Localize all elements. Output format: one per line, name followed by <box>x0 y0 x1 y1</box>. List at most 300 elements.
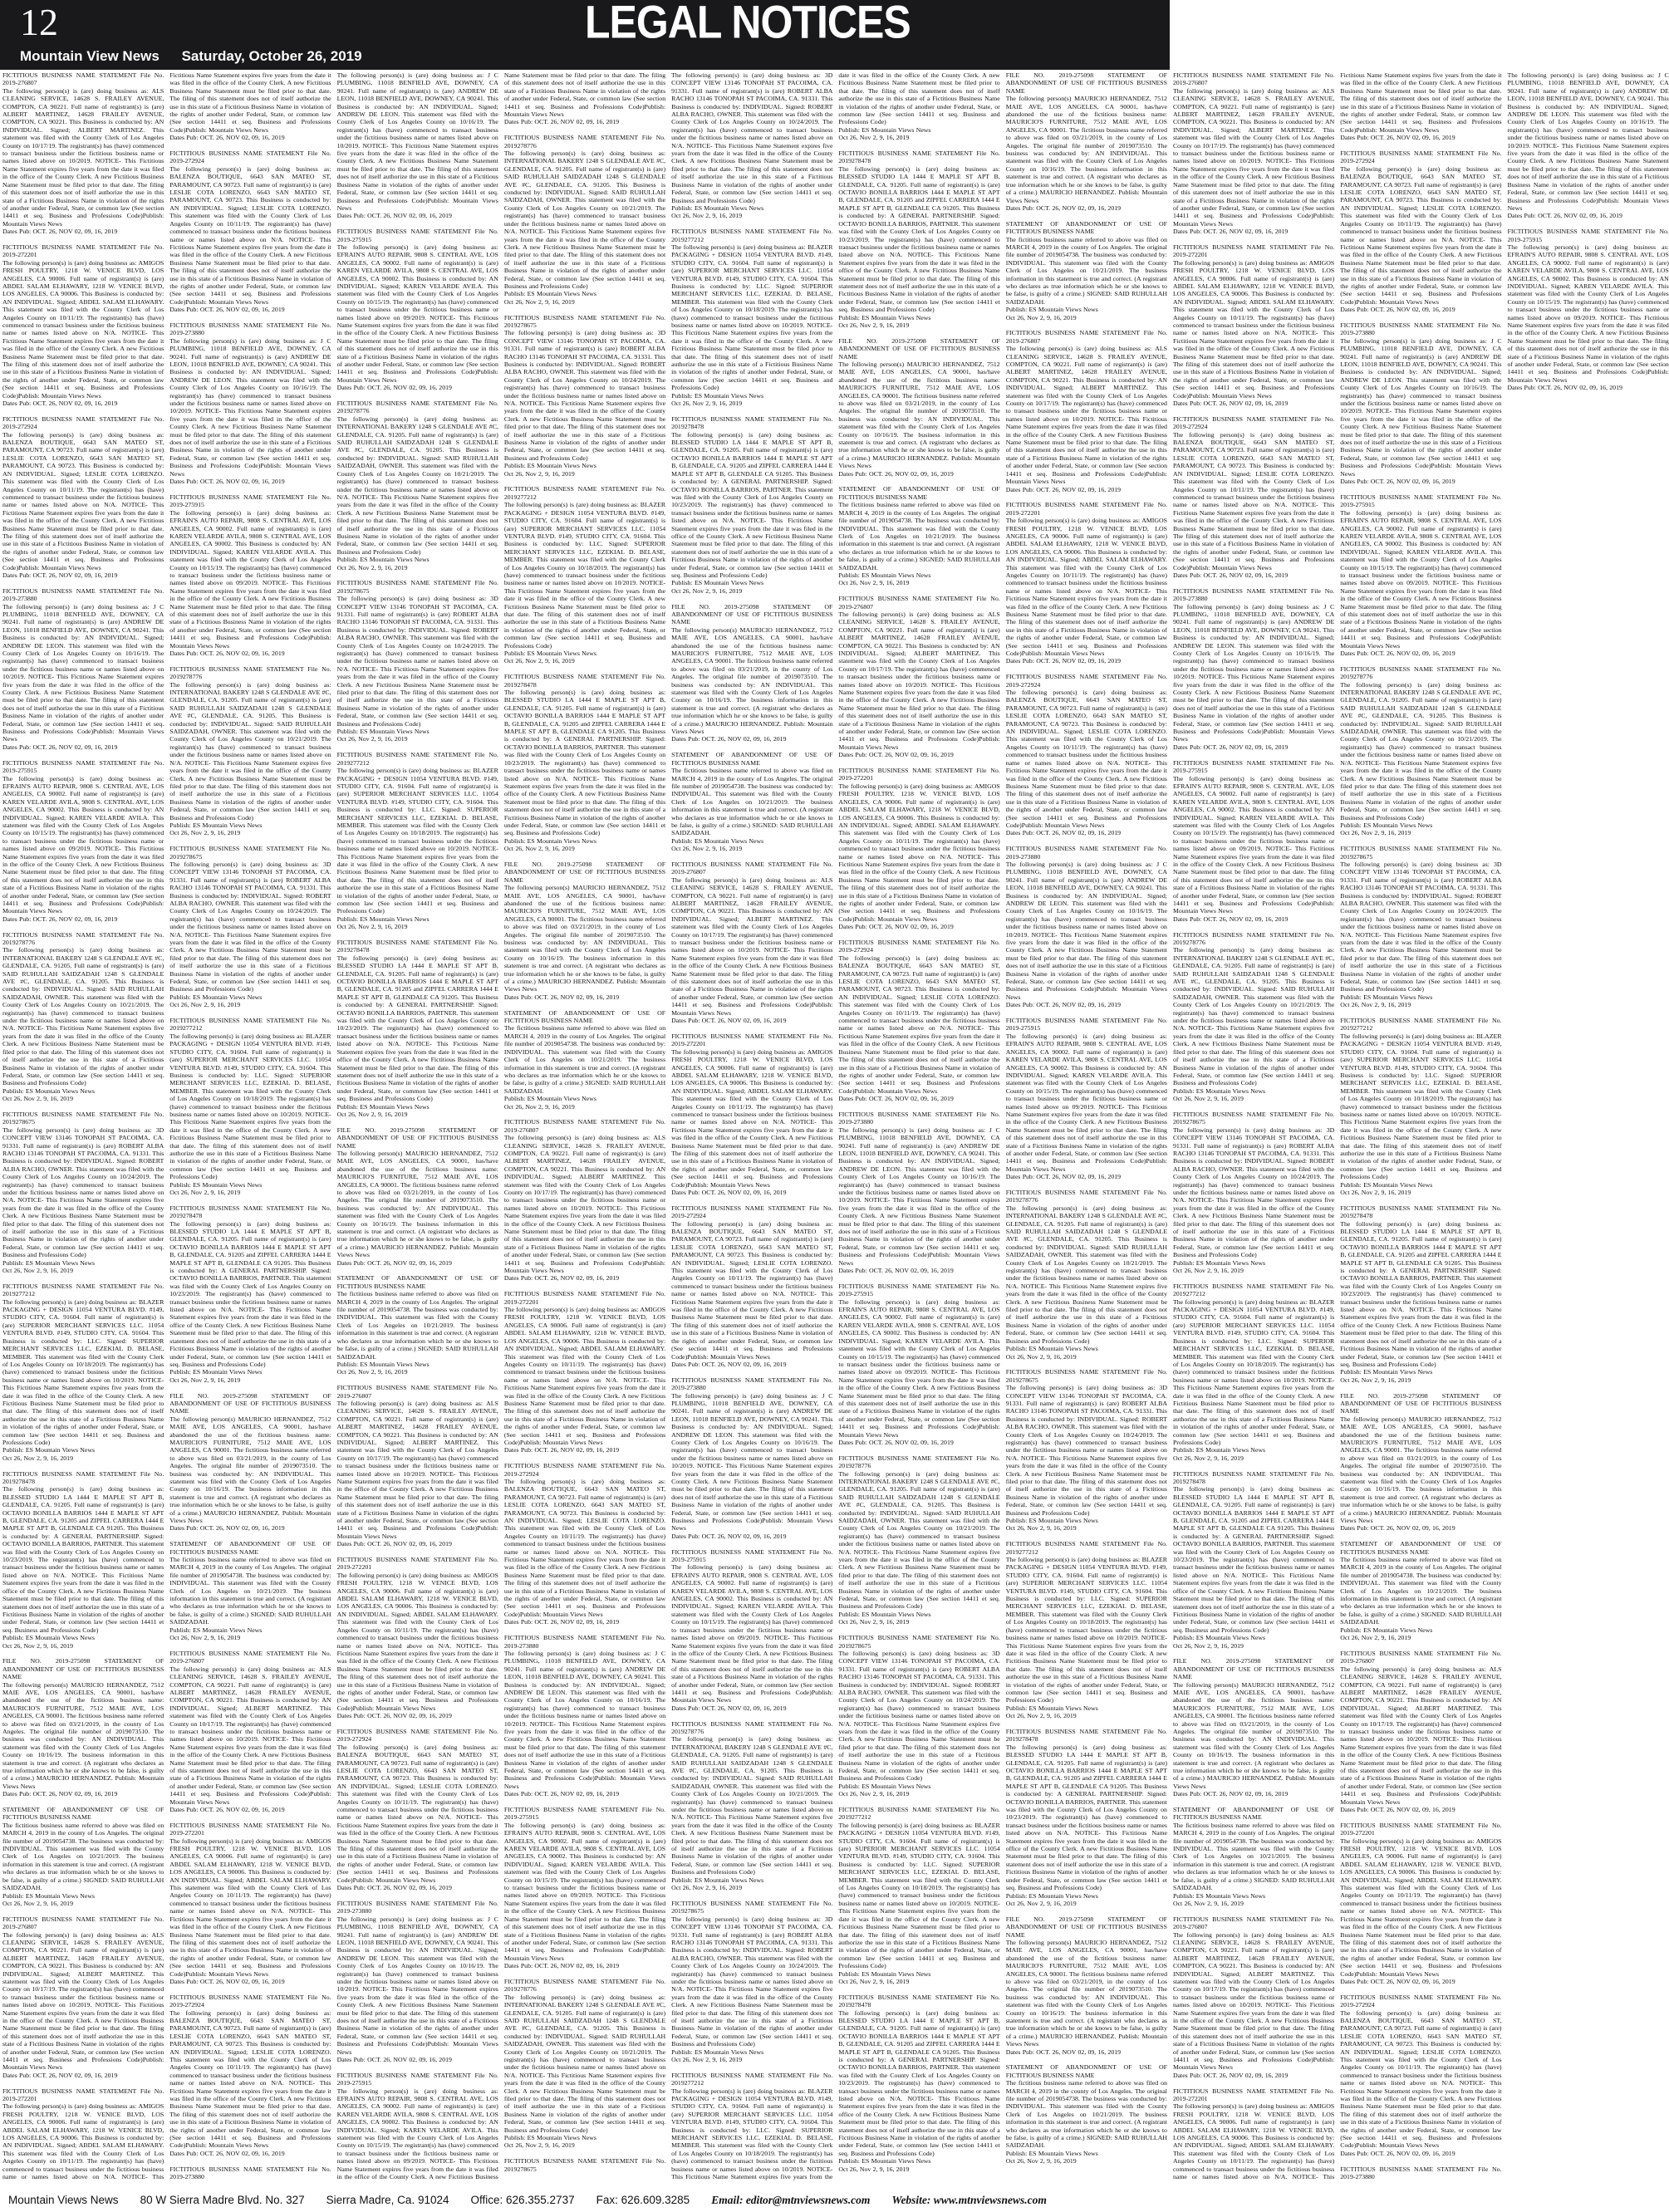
notice-title: FICTITIOUS BUSINESS NAME STATEMENT File No. 2019277212 <box>838 1806 1000 1822</box>
notice-title: FILE NO. 2019-275098 STATEMENT OF ABANDONMENT OF USE OF FICTITIOUS BUSINESS NAME <box>1340 1391 1502 1415</box>
legal-notice <box>671 861 832 1025</box>
notice-body: The fictitious business name referred to above was filed on MARCH 4, 2019 in the county of Los Angeles. The original file number of 2019054738. The business was conducted by: INDIVIDUAL. This statement was filed with the County Clerk of Los Angeles on 10/21/2019. The business information in this statement is true and correct. (A registrant who declares as true information which he or she knows to be false, is guilty of a crime.) SIGNED: SAID RUHULLAH SAIDZADAH. <box>838 501 1000 571</box>
notice-publish-line: Publish: ES Mountain Views News <box>838 1969 931 1978</box>
legal-notice <box>838 1634 999 1798</box>
notice-publish-line: Oct 26, Nov 2, 9, 16, 2019 <box>503 1102 575 1111</box>
notice-body: The following person(s) is (are) doing business as: EFRAIN'S AUTO REPAIR, 9808 S. CENTRAL AVE, LOS ANGELES, CA 90002. Full name of registrant(s) is (are) KAREN VELARDE AVILA, 9808 S. CENTRAL AVE, LOS ANGELES, CA 90002. This Business is conducted by: AN INDIVIDUAL. Signed; KAREN VELARDE AVILA. This statement was filed with the County Clerk of Los Angeles County on 10/15/19. The registrant(s) has (have) commenced to transact business under the fictitious business name or names listed above on 09/2019. NOTICE- This Fictitious Name Statement expires five years from the date it was filed in the office of the County Clerk. A new Fictitious Business Name Statement must be filed prior to that date. The filing of this statement does not of itself authorize the use in this state of a Fictitious Business Name in violation of the rights of another under Federal, State, or common law (See section 14411 et seq. Business and Professions Code)Publish: Mountain Views News <box>671 1563 833 1704</box>
notice-title: FICTITIOUS BUSINESS NAME STATEMENT File No. 2019-272924 <box>1340 1993 1502 2009</box>
notice-body: The following person(s) is (are) doing business as: ALS CLEANING SERVICE, 14628 S. FRAILEY AVENUE, COMPTON, CA 90221. Full name of registrant(s) is (are) ALBERT MARTINEZ, 14628 FRAILEY AVENUE, COMPTON, CA 90221. This Business is conducted by: AN INDIVIDUAL. Signed; ALBERT MARTINEZ. This statement was filed with the County Clerk of Los Angeles County on 10/17/19. The registrant(s) has (have) commenced to transact business under the fictitious business name or names listed above on 10/2019. NOTICE- This Fictitious Name Statement expires five years from the date it was filed in the office of the County Clerk. A new Fictitious Business Name Statement must be filed prior to that date. The filing of this statement does not of itself authorize the use in this state of a Fictitious Business Name in violation of the rights of another under Federal, State, or common law (See section 14411 et seq. Business and Professions Code)Publish: Mountain Views News <box>838 610 1000 751</box>
notice-body: The following person(s) MAURICIO HERNANDEZ, 7512 MAIE AVE, LOS ANGELES, CA 90001, has/have abandoned the use of the fictitious business name: MAURICIO'S FURNITURE, 7512 MAIE AVE, LOS ANGELES, CA 90001. The fictitious business name referred to above was filed on 03/21/2019, in the county of Los Angeles. The original file number of 2019073510. The business was conducted by: AN INDIVIDUAL. This statement was filed with the County Clerk of Los Angeles County on 10/16/19. The business information in this statement is true and correct. (A registrant who declares as true information which he or she knows to be false, is guilty of a crime.) MAURICIO HERNANDEZ. Publish: Mountain Views News <box>838 360 1000 470</box>
notice-publish-line: Dates Pub: OCT. 26, NOV 02, 09, 16, 2019 <box>169 2149 285 2157</box>
notice-body: The fictitious business name referred to above was filed on MARCH 4, 2019 in the county of Los Angeles. The original file number of 2019054738. The business was conducted by: INDIVIDUAL. This statement was filed with the County Clerk of Los Angeles on 10/21/2019. The business information in this statement is true and correct. (A registrant who declares as true information which he or she knows to be false, is guilty of a crime.) SIGNED: SAID RUHULLAH SAIDZADAH. <box>2 1821 164 1892</box>
notice-publish-line: Publish: ES Mountain Views News <box>169 1368 263 1376</box>
notice-publish-line: Dates Pub: OCT. 26, NOV 02, 09, 16, 2019 <box>1005 657 1122 665</box>
notice-title: FICTITIOUS BUSINESS NAME STATEMENT File No. 2019278675 <box>1172 1110 1335 1126</box>
notice-publish-line: Dates Pub: OCT. 26, NOV 02, 09, 16, 2019 <box>838 1267 954 1275</box>
notice-title: FICTITIOUS BUSINESS NAME STATEMENT File No. 2019-276807 <box>2 71 164 87</box>
notice-body: The following person(s) is (are) doing business as: 3D CONCEPT VIEW 13146 TONOPAH ST PACOIMA, CA. 91331. Full name of registrant(s) is (are) ROBERT ALBA RACHO 13146 TONOPAH ST PACOIMA, CA. 91331. This Business is conducted by: INDIVIDUAL. Signed: ROBERT ALBA RACHO, OWNER. This statement was filed with the County Clerk of Los Angeles County on 10/24/2019. The registrant(s) has (have) commenced to transact business under the fictitious business name or names listed above on N/A. NOTICE- This Fictitious Name Statement expires five years from the date it was filed in the office of the County Clerk. A new Fictitious Business Name Statement must be filed prior to that date. The filing of this statement does not of itself authorize the use in this state of a Fictitious Business Name in violation of the rights of another under Federal, State, or common law (See section 14411 et seq. Business and Professions Code) <box>1340 860 1502 993</box>
legal-notice <box>504 1009 665 1111</box>
notice-title: FICTITIOUS BUSINESS NAME STATEMENT File No. 2019-272924 <box>1005 673 1167 689</box>
notice-publish-line: Publish: ES Mountain Views News <box>1005 1704 1098 1712</box>
notice-publish-line: Dates Pub: OCT. 26, NOV 02, 09, 16, 2019 <box>1340 478 1455 486</box>
legal-notice <box>169 321 331 486</box>
legal-notice <box>1173 759 1334 924</box>
notice-publish-line: Oct 26, Nov 2, 9, 16, 2019 <box>1172 1267 1244 1275</box>
notice-title: FICTITIOUS BUSINESS NAME STATEMENT File No. 2019278478 <box>1340 1204 1502 1220</box>
notice-title: FICTITIOUS BUSINESS NAME STATEMENT File No. 2019-276807 <box>1172 1915 1335 1931</box>
notice-title: FILE NO. 2019-275098 STATEMENT OF ABANDONMENT OF USE OF FICTITIOUS BUSINESS NAME <box>838 336 1000 360</box>
notice-title: STATEMENT OF ABANDONMENT OF USE OF FICTITIOUS BUSINESS NAME <box>336 1274 498 1290</box>
notice-publish-line: Oct 26, Nov 2, 9, 16, 2019 <box>503 2141 575 2150</box>
legal-notice <box>504 1462 665 1626</box>
notice-title: STATEMENT OF ABANDONMENT OF USE OF FICTITIOUS BUSINESS NAME <box>1005 2063 1167 2079</box>
notice-title: FICTITIOUS BUSINESS NAME STATEMENT File No. 2019-276807 <box>336 1384 498 1400</box>
notice-publish-line: Publish: ES Mountain Views News <box>838 313 931 321</box>
notice-publish-line: Publish: ES Mountain Views News <box>1005 1517 1098 1525</box>
notice-title: FICTITIOUS BUSINESS NAME STATEMENT File No. 2019-272201 <box>169 1821 331 1837</box>
notice-title: FICTITIOUS BUSINESS NAME STATEMENT File No. 2019278478 <box>503 673 666 689</box>
notice-body: The fictitious business name referred to above was filed on MARCH 4, 2019 in the county of Los Angeles. The original file number of 2019054738. The business was conducted by: INDIVIDUAL. This statement was filed with the County Clerk of Los Angeles on 10/21/2019. The business information in this statement is true and correct. (A registrant who declares as true information which he or she knows to be false, is guilty of a crime.) SIGNED: SAID RUHULLAH SAIDZADAH. <box>336 1290 498 1361</box>
notice-title: FICTITIOUS BUSINESS NAME STATEMENT File No. 2019-272201 <box>1172 243 1335 259</box>
legal-notice <box>337 1728 498 1892</box>
notice-publish-line: Publish: ES Mountain Views News <box>169 993 263 1001</box>
notice-publish-line: Dates Pub: OCT. 26, NOV 02, 09, 16, 2019 <box>838 1438 954 1446</box>
notice-title: FICTITIOUS BUSINESS NAME STATEMENT File No. 2019-275915 <box>2 758 164 775</box>
notice-publish-line: Dates Pub: OCT. 26, NOV 02, 09, 16, 2019 <box>503 1274 620 1283</box>
notice-body: The following person(s) MAURICIO HERNANDEZ, 7512 MAIE AVE, LOS ANGELES, CA 90001, has/have abandoned the use of the fictitious business name: MAURICIO'S FURNITURE, 7512 MAIE AVE, LOS ANGELES, CA 90001. The fictitious business name referred to above was filed on 03/21/2019, in the county of Los Angeles. The original file number of 2019073510. The business was conducted by: AN INDIVIDUAL. This statement was filed with the County Clerk of Los Angeles County on 10/16/19. The business information in this statement is true and correct. (A registrant who declares as true information which he or she knows to be false, is guilty of a crime.) MAURICIO HERNANDEZ. Publish: Mountain Views News <box>169 1415 331 1525</box>
notice-body: The following person(s) is (are) doing business as: J C PLUMBING, 11018 BENFIELD AVE, DOWNEY, CA 90241. Full name of registrant(s) is (are) ANDREW DE LEON, 11018 BENFIELD AVE, DOWNEY, CA 90241. This Business is conducted by: AN INDIVIDUAL. Signed; ANDREW DE LEON. This statement was filed with the County Clerk of Los Angeles County on 10/16/19. The registrant(s) has (have) commenced to transact business under the fictitious business name or names listed above on 10/2019. NOTICE- This Fictitious Name Statement expires five years from the date it was filed in the office of the County Clerk. A new Fictitious Business Name Statement must be filed prior to that date. The filing of this statement does not of itself authorize the use in this state of a Fictitious Business Name in violation of the rights of another under Federal, State, or common law (See section 14411 et seq. Business and Professions Code)Publish: Mountain Views News <box>838 1126 1000 1267</box>
notice-publish-line: Dates Pub: OCT. 26, NOV 02, 09, 16, 2019 <box>1340 1524 1455 1533</box>
notice-title: FICTITIOUS BUSINESS NAME STATEMENT File No. 2019278478 <box>336 939 498 954</box>
notice-publish-line: Dates Pub: OCT. 26, NOV 02, 09, 16, 2019 <box>336 1540 452 1548</box>
legal-notice <box>1173 243 1334 408</box>
notice-title: FICTITIOUS BUSINESS NAME STATEMENT File No. 2019278478 <box>1172 1469 1335 1485</box>
notice-body: The following person(s) is (are) doing business as: INTERNATIONAL BAKERY 1248 S GLENDALE AVE #C, GLENDALE, CA. 91205. Full name of registrant(s) is (are) SAID RUHULLAH SAIDZADAH 1248 S GLENDALE AVE #C, GLENDALE, CA. 91205. This Business is conducted by: INDIVIDUAL. Signed: SAID RUHULLAH SAIDZADAH, OWNER. This statement was filed with the County Clerk of Los Angeles County on 10/21/2019. The registrant(s) has (have) commenced to transact business under the fictitious business name or names listed above on N/A. NOTICE- This Fictitious Name Statement expires five years from the date it was filed in the office of the County Clerk. A new Fictitious Business Name Statement must be filed prior to that date. The filing of this statement does not of itself authorize the use in this state of a Fictitious Business Name in violation of the rights of another under Federal, State, or common law (See section 14411 et seq. Business and Professions Code) <box>336 414 498 556</box>
notice-publish-line: Oct 26, Nov 2, 9, 16, 2019 <box>1172 1095 1244 1103</box>
notice-publish-line: Oct 26, Nov 2, 9, 16, 2019 <box>2 1641 73 1650</box>
notice-body: The following person(s) is (are) doing business as: ALS CLEANING SERVICE, 14628 S. FRAILEY AVENUE, COMPTON, CA 90221. Full name of registrant(s) is (are) ALBERT MARTINEZ, 14628 FRAILEY AVENUE, COMPTON, CA 90221. This Business is conducted by: AN INDIVIDUAL. Signed; ALBERT MARTINEZ. This statement was filed with the County Clerk of Los Angeles County on 10/17/19. The registrant(s) has (have) commenced to transact business under the fictitious business name or names listed above on 10/2019. NOTICE- This Fictitious Name Statement expires five years from the date it was filed in the office of the County Clerk. A new Fictitious Business Name Statement must be filed prior to that date. The filing of this statement does not of itself authorize the use in this state of a Fictitious Business Name in violation of the rights of another under Federal, State, or common law (See section 14411 et seq. Business and Professions Code)Publish: Mountain Views News <box>1005 345 1167 486</box>
legal-notice <box>838 595 999 759</box>
legal-notice <box>671 415 832 595</box>
notice-title: FICTITIOUS BUSINESS NAME STATEMENT File No. 2019278776 <box>838 1454 1000 1470</box>
notice-publish-line: Dates Pub: OCT. 26, NOV 02, 09, 16, 2019 <box>169 1806 285 1814</box>
legal-notice <box>337 1274 498 1376</box>
notice-body: The following person(s) is (are) doing business as: AMIGOS FRESH POULTRY, 1218 W. VENICE BLVD, LOS ANGELES, CA 90006. Full name of registrant(s) is (are) ABDEL SALAM ELHAWARY, 1218 W. VENICE BLVD, LOS ANGELES, CA 90006. This Business is conducted by: AN INDIVIDUAL. Signed; ABDEL SALAM ELHAWARY. This statement was filed with the County Clerk of Los Angeles County on 10/11/19. The registrant(s) has (have) commenced to transact business under the fictitious business name or names listed above on N/A. NOTICE- This Fictitious Name Statement expires five years from the date it was filed in the office of the County Clerk. A new Fictitious Business Name Statement must be filed prior to that date. The filing of this statement does not of itself authorize the use in this state of a Fictitious Business Name in violation of the rights of another under Federal, State, or common law (See section 14411 et seq. Business and Professions Code)Publish: Mountain Views News <box>336 1571 498 1712</box>
notice-body: The following person(s) is (are) doing business as: BLESSED STUDIO LA 1444 E MAPLE ST APT B, GLENDALE, CA. 91205. Full name of registrant(s) is (are) OCTAVIO BONILLA BARRIOS 1444 E MAPLE ST APT B, GLENDALE, CA. 91205 and ZIPFEL CARRERA 1444 E MAPLE ST APT B, GLENDALE CA 91205. This Business is conducted by: A GENERAL PARTNERSHIP. Signed: OCTAVIO BONILLA BARRIOS, PARTNER. This statement was filed with the County Clerk of Los Angeles County on 10/23/2019. The registrant(s) has (have) commenced to transact business under the fictitious business name or names listed above on N/A. NOTICE- This Fictitious Name Statement expires five years from the date it was filed in the office of the County Clerk. A new Fictitious Business Name Statement must be filed prior to that date. The filing of this statement does not of itself authorize the use in this state of a Fictitious Business Name in violation of the rights of another under Federal, State, or common law (See section 14411 et seq. Business and Professions Code) <box>1340 1219 1502 1368</box>
notice-title: FICTITIOUS BUSINESS NAME STATEMENT File No. 2019277212 <box>1172 1282 1335 1298</box>
legal-notice <box>1340 1540 1501 1641</box>
legal-notice <box>1006 1540 1167 1719</box>
notice-publish-line: Publish: ES Mountain Views News <box>1172 1634 1266 1642</box>
notice-publish-line: Dates Pub: OCT. 26, NOV 02, 09, 16, 2019 <box>1005 485 1122 493</box>
notice-publish-line: Dates Pub: OCT. 26, NOV 02, 09, 16, 2019 <box>2 400 118 408</box>
notice-body: The following person(s) is (are) doing business as: AMIGOS FRESH POULTRY, 1218 W. VENICE BLVD, LOS ANGELES, CA 90006. Full name of registrant(s) is (are) ABDEL SALAM ELHAWARY, 1218 W. VENICE BLVD, LOS ANGELES, CA 90006. This Business is conducted by: AN INDIVIDUAL. Signed; ABDEL SALAM ELHAWARY. This statement was filed with the County Clerk of Los Angeles County on 10/11/19. The registrant(s) has (have) commenced to transact business under the fictitious business name or names listed above on N/A. NOTICE- This Fictitious Name Statement expires five years from the date it was filed in the office of the County Clerk. A new Fictitious Business Name Statement must be filed prior to that date. The filing of this statement does not of itself authorize the use in this state of a Fictitious Business Name in violation of the rights of another under Federal, State, or common law (See section 14411 et seq. Business and Professions Code)Publish: Mountain Views News <box>1340 1837 1502 1978</box>
notice-body: The following person(s) is (are) doing business as: J C PLUMBING, 11018 BENFIELD AVE, DOWNEY, CA 90241. Full name of registrant(s) is (are) ANDREW DE LEON, 11018 BENFIELD AVE, DOWNEY, CA 90241. This Business is conducted by: AN INDIVIDUAL. Signed; ANDREW DE LEON. This statement was filed with the County Clerk of Los Angeles County on 10/16/19. The registrant(s) has (have) commenced to transact business under the fictitious business name or names listed above on 10/2019. NOTICE- This Fictitious Name Statement expires five years from the date it was filed in the office of the County Clerk. A new Fictitious Business Name Statement must be filed prior to that date. The filing of this statement does not of itself authorize the use in this state of a Fictitious Business Name in violation of the rights of another under Federal, State, or common law (See section 14411 et seq. Business and Professions Code)Publish: Mountain Views News <box>336 71 498 212</box>
notice-publish-line: Dates Pub: OCT. 26, NOV 02, 09, 16, 2019 <box>503 993 620 1001</box>
notice-title: FICTITIOUS BUSINESS NAME STATEMENT File No. 2019-272924 <box>838 939 1000 954</box>
notice-body: The following person(s) is (are) doing business as: BLAZER PACKAGING + DESIGN 11054 VENTURA BLVD. #149, STUDIO CITY, CA. 91604. Full name of registrant(s) is (are) SUPERIOR MERCHANT SERVICES LLC. 11054 VENTURA BLVD. #149, STUDIO CITY, CA. 91604. This Business is conducted by: LLC. Signed: SUPERIOR MERCHANT SERVICES LLC, EZEKIAL D. BELASE, MEMBER. This statement was filed with the County Clerk of Los Angeles County on 10/18/2019. The registrant(s) has (have) commenced to transact business under the fictitious business name or names listed above on 10/2019. NOTICE- This Fictitious Name Statement expires five years from the date it was filed in the office of the County Clerk. A new Fictitious Business Name Statement must be filed prior to that date. The filing of this statement does not of itself authorize the use in this state of a Fictitious Business Name in violation of the rights of another under Federal, State, or common law (See section 14411 et seq. Business and Professions Code) <box>838 1821 1000 1970</box>
legal-notice <box>1006 673 1167 837</box>
notice-title: FICTITIOUS BUSINESS NAME STATEMENT File No. 2019278776 <box>671 1719 833 1735</box>
notice-title: FICTITIOUS BUSINESS NAME STATEMENT File No. 2019-276807 <box>838 595 1000 611</box>
notice-publish-line: Publish: ES Mountain Views News <box>1340 993 1433 1001</box>
notice-title: FICTITIOUS BUSINESS NAME STATEMENT File No. 2019278776 <box>1005 1188 1167 1204</box>
notice-publish-line: Oct 26, Nov 2, 9, 16, 2019 <box>838 1618 910 1626</box>
legal-notice <box>1006 1189 1167 1361</box>
notice-publish-line: Publish: ES Mountain Views News <box>336 1360 430 1368</box>
notice-body: The following person(s) is (are) doing business as: 3D CONCEPT VIEW 13146 TONOPAH ST PACOIMA, CA. 91331. Full name of registrant(s) is (are) ROBERT ALBA RACHO 13146 TONOPAH ST PACOIMA, CA. 91331. This Business is conducted by: INDIVIDUAL. Signed: ROBERT ALBA RACHO, OWNER. This statement was filed with the County Clerk of Los Angeles County on 10/24/2019. The registrant(s) has (have) commenced to transact business under the fictitious business name or names listed above on N/A. NOTICE- This Fictitious Name Statement expires five years from the date it was filed in the office of the County Clerk. A new Fictitious Business Name Statement must be filed prior to that date. The filing of this statement does not of itself authorize the use in this state of a Fictitious Business Name in violation of the rights of another under Federal, State, or common law (See section 14411 et seq. Business and Professions Code) <box>169 860 331 993</box>
legal-notice <box>337 1556 498 1720</box>
notice-title: FICTITIOUS BUSINESS NAME STATEMENT File No. 2019-273880 <box>1340 321 1502 337</box>
legal-notice <box>1173 415 1334 580</box>
notice-title: FICTITIOUS BUSINESS NAME STATEMENT File No. 2019-275915 <box>1507 228 1669 243</box>
legal-notice <box>337 939 498 1118</box>
notice-title: FICTITIOUS BUSINESS NAME STATEMENT File No. 2019-273880 <box>2 586 164 603</box>
notice-body: The following person(s) is (are) doing business as: J C PLUMBING, 11018 BENFIELD AVE, DOWNEY, CA 90241. Full name of registrant(s) is (are) ANDREW DE LEON, 11018 BENFIELD AVE, DOWNEY, CA 90241. This Business is conducted by: AN INDIVIDUAL. Signed; ANDREW DE LEON. This statement was filed with the County Clerk of Los Angeles County on 10/16/19. The registrant(s) has (have) commenced to transact business under the fictitious business name or names listed above on 10/2019. NOTICE- This Fictitious Name Statement expires five years from the date it was filed in the office of the County Clerk. A new Fictitious Business Name Statement must be filed prior to that date. The filing of this statement does not of itself authorize the use in this state of a Fictitious Business Name in violation of the rights of another under Federal, State, or common law (See section 14411 et seq. Business and Professions Code)Publish: Mountain Views News <box>1005 860 1167 1001</box>
notice-body: The following person(s) is (are) doing business as: AMIGOS FRESH POULTRY, 1218 W. VENICE BLVD, LOS ANGELES, CA 90006. Full name of registrant(s) is (are) ABDEL SALAM ELHAWARY, 1218 W. VENICE BLVD, LOS ANGELES, CA 90006. This Business is conducted by: AN INDIVIDUAL. Signed; ABDEL SALAM ELHAWARY. This statement was filed with the County Clerk of Los Angeles County on 10/11/19. The registrant(s) has (have) commenced to transact business under the fictitious business name or names listed above on N/A. NOTICE- This Fictitious Name Statement expires five years from the date it was filed in the office of the County Clerk. A new Fictitious Business Name Statement must be filed prior to that date. The filing of this statement does not of itself authorize the use in this state of a Fictitious Business Name in violation of the rights of another under Federal, State, or common law (See section 14411 et seq. Business and Professions Code)Publish: Mountain Views News <box>503 1306 666 1446</box>
notice-publish-line: Dates Pub: OCT. 26, NOV 02, 09, 16, 2019 <box>2 1790 118 1798</box>
notice-publish-line: Oct 26, Nov 2, 9, 16, 2019 <box>1340 1634 1411 1642</box>
notice-title: FICTITIOUS BUSINESS NAME STATEMENT File No. 2019277212 <box>336 751 498 767</box>
legal-notice <box>504 134 665 306</box>
legal-notice <box>169 1392 331 1533</box>
notice-publish-line: Oct 26, Nov 2, 9, 16, 2019 <box>838 134 910 142</box>
notice-body: The following person(s) is (are) doing business as: AMIGOS FRESH POULTRY, 1218 W. VENICE BLVD, LOS ANGELES, CA 90006. Full name of registrant(s) is (are) ABDEL SALAM ELHAWARY, 1218 W. VENICE BLVD, LOS ANGELES, CA 90006. This Business is conducted by: AN INDIVIDUAL. Signed; ABDEL SALAM ELHAWARY. This statement was filed with the County Clerk of Los Angeles County on 10/11/19. The registrant(s) has (have) commenced to transact business under the fictitious business name or names listed above on N/A. NOTICE- This Fictitious Name Statement expires five years from the date it was filed in the office of the County Clerk. A new Fictitious Business Name Statement must be filed prior to that date. The filing of this statement does not of itself authorize the use in this state of a Fictitious Business Name in violation of the rights of another under Federal, State, or common law (See section 14411 et seq. Business and Professions Code)Publish: Mountain Views News <box>1005 517 1167 658</box>
notice-body: The following person(s) is (are) doing business as: BALENZA BOUTIQUE, 6643 SAN MATEO ST, PARAMOUNT, CA 90723. Full name of registrant(s) is (are) LESLIE COTA LORENZO, 6643 SAN MATEO ST, PARAMOUNT, CA 90723. This Business is conducted by: AN INDIVIDUAL. Signed; LESLIE COTA LORENZO. This statement was filed with the County Clerk of Los Angeles County on 10/11/19. The registrant(s) has (have) commenced to transact business under the fictitious business name or names listed above on N/A. NOTICE- This Fictitious Name Statement expires five years from the date it was filed in the office of the County Clerk. A new Fictitious Business Name Statement must be filed prior to that date. The filing of this statement does not of itself authorize the use in this state of a Fictitious Business Name in violation of the rights of another under Federal, State, or common law (See section 14411 et seq. Business and Professions Code)Publish: Mountain Views News <box>671 1219 833 1361</box>
notice-title: FILE NO. 2019-275098 STATEMENT OF ABANDONMENT OF USE OF FICTITIOUS BUSINESS NAME <box>169 1391 331 1415</box>
notice-publish-line: Publish: ES Mountain Views News <box>671 579 764 587</box>
notice-body: The following person(s) is (are) doing business as: INTERNATIONAL BAKERY 1248 S GLENDALE AVE #C, GLENDALE, CA. 91205. Full name of registrant(s) is (are) SAID RUHULLAH SAIDZADAH 1248 S GLENDALE AVE #C, GLENDALE, CA. 91205. This Business is conducted by: INDIVIDUAL. Signed: SAID RUHULLAH SAIDZADAH, OWNER. This statement was filed with the County Clerk of Los Angeles County on 10/21/2019. The registrant(s) has (have) commenced to transact business under the fictitious business name or names listed above on N/A. NOTICE- This Fictitious Name Statement expires five years from the date it was filed in the office of the County Clerk. A new Fictitious Business Name Statement must be filed prior to that date. The filing of this statement does not of itself authorize the use in this state of a Fictitious Business Name in violation of the rights of another under Federal, State, or common law (See section 14411 et seq. Business and Professions Code) <box>2 946 164 1087</box>
notice-title: FICTITIOUS BUSINESS NAME STATEMENT File No. 2019-275915 <box>671 1547 833 1564</box>
notice-body: The following person(s) MAURICIO HERNANDEZ, 7512 MAIE AVE, LOS ANGELES, CA 90001, has/have abandoned the use of the fictitious business name: MAURICIO'S FURNITURE, 7512 MAIE AVE, LOS ANGELES, CA 90001. The fictitious business name referred to above was filed on 03/21/2019, in the county of Los Angeles. The original file number of 2019073510. The business was conducted by: AN INDIVIDUAL. This statement was filed with the County Clerk of Los Angeles County on 10/16/19. The business information in this statement is true and correct. (A registrant who declares as true information which he or she knows to be false, is guilty of a crime.) MAURICIO HERNANDEZ. Publish: Mountain Views News <box>336 1149 498 1259</box>
legal-notice <box>1173 1806 1334 1907</box>
legal-notice <box>1173 931 1334 1103</box>
legal-notice <box>504 1290 665 1454</box>
notice-publish-line: Publish: ES Mountain Views News <box>2 1446 96 1454</box>
notice-title: FILE NO. 2019-275098 STATEMENT OF ABANDONMENT OF USE OF FICTITIOUS BUSINESS NAME <box>336 1126 498 1150</box>
legal-notice <box>1173 1283 1334 1462</box>
notice-title: FICTITIOUS BUSINESS NAME STATEMENT File No. 2019-275915 <box>336 228 498 243</box>
legal-notice <box>2 1657 164 1798</box>
legal-notice <box>1006 1017 1167 1181</box>
notice-title: FICTITIOUS BUSINESS NAME STATEMENT File No. 2019278776 <box>1172 930 1335 947</box>
notice-body: The following person(s) is (are) doing business as: ALS CLEANING SERVICE, 14628 S. FRAILEY AVENUE, COMPTON, CA 90221. Full name of registrant(s) is (are) ALBERT MARTINEZ, 14628 FRAILEY AVENUE, COMPTON, CA 90221. This Business is conducted by: AN INDIVIDUAL. Signed; ALBERT MARTINEZ. This statement was filed with the County Clerk of Los Angeles County on 10/17/19. The registrant(s) has (have) commenced to transact business under the fictitious business name or names listed above on 10/2019. NOTICE- This Fictitious Name Statement expires five years from the date it was filed in the office of the County Clerk. A new Fictitious Business Name Statement must be filed prior to that date. The filing of this statement does not of itself authorize the use in this state of a Fictitious Business Name in violation of the rights of another under Federal, State, or common law (See section 14411 et seq. Business and Professions Code)Publish: Mountain Views News <box>2 86 164 228</box>
legal-notice <box>1006 220 1167 321</box>
notice-publish-line: Publish: ES Mountain Views News <box>503 2134 596 2142</box>
notice-publish-line: Dates Pub: OCT. 26, NOV 02, 09, 16, 2019 <box>1507 384 1622 392</box>
notice-publish-line: Dates Pub: OCT. 26, NOV 02, 09, 16, 2019 <box>2 2071 118 2079</box>
legal-notice <box>838 1283 999 1447</box>
notice-publish-line: Publish: ES Mountain Views News <box>1340 1626 1433 1634</box>
notice-title: FICTITIOUS BUSINESS NAME STATEMENT File No. 2019-272201 <box>2 2087 164 2103</box>
notice-publish-line: Oct 26, Nov 2, 9, 16, 2019 <box>336 563 408 571</box>
legal-notice <box>169 1650 331 1814</box>
notice-body: The following person(s) is (are) doing business as: BALENZA BOUTIQUE, 6643 SAN MATEO ST, PARAMOUNT, CA 90723. Full name of registrant(s) is (are) LESLIE COTA LORENZO, 6643 SAN MATEO ST, PARAMOUNT, CA 90723. This Business is conducted by: AN INDIVIDUAL. Signed; LESLIE COTA LORENZO. This statement was filed with the County Clerk of Los Angeles County on 10/11/19. The registrant(s) has (have) commenced to transact business under the fictitious business name or names listed above on N/A. NOTICE- This Fictitious Name Statement expires five years from the date it was filed in the office of the County Clerk. A new Fictitious Business Name Statement must be filed prior to that date. The filing of this statement does not of itself authorize the use in this state of a Fictitious Business Name in violation of the rights of another under Federal, State, or common law (See section 14411 et seq. Business and Professions Code)Publish: Mountain Views News <box>1340 2008 1502 2150</box>
notice-body: The following person(s) is (are) doing business as: BALENZA BOUTIQUE, 6643 SAN MATEO ST, PARAMOUNT, CA 90723. Full name of registrant(s) is (are) LESLIE COTA LORENZO, 6643 SAN MATEO ST, PARAMOUNT, CA 90723. This Business is conducted by: AN INDIVIDUAL. Signed; LESLIE COTA LORENZO. This statement was filed with the County Clerk of Los Angeles County on 10/11/19. The registrant(s) has (have) commenced to transact business under the fictitious business name or names listed above on N/A. NOTICE- This Fictitious Name Statement expires five years from the date it was filed in the office of the County Clerk. A new Fictitious Business Name Statement must be filed prior to that date. The filing of this statement does not of itself authorize the use in this state of a Fictitious Business Name in violation of the rights of another under Federal, State, or common law (See section 14411 et seq. Business and Professions Code)Publish: Mountain Views News <box>1172 430 1335 571</box>
notice-title: FILE NO. 2019-275098 STATEMENT OF ABANDONMENT OF USE OF FICTITIOUS BUSINESS NAME <box>2 1657 164 1681</box>
footer-fax: Fax: 626.609.3285 <box>596 2194 690 2206</box>
legal-notice <box>1173 587 1334 752</box>
legal-notice <box>169 845 331 1009</box>
notice-body: The following person(s) is (are) doing business as: J C PLUMBING, 11018 BENFIELD AVE, DOWNEY, CA 90241. Full name of registrant(s) is (are) ANDREW DE LEON, 11018 BENFIELD AVE, DOWNEY, CA 90241. This Business is conducted by: AN INDIVIDUAL. Signed; ANDREW DE LEON. This statement was filed with the County Clerk of Los Angeles County on 10/16/19. The registrant(s) has (have) commenced to transact business under the fictitious business name or names listed above on 10/2019. NOTICE- This Fictitious Name Statement expires five years from the date it was filed in the office of the County Clerk. A new Fictitious Business Name Statement must be filed prior to that date. The filing of this statement does not of itself authorize the use in this state of a Fictitious Business Name in violation of the rights of another under Federal, State, or common law (See section 14411 et seq. Business and Professions Code)Publish: Mountain Views News <box>2 602 164 743</box>
notice-publish-line: Publish: ES Mountain Views News <box>336 728 430 736</box>
notice-publish-line: Dates Pub: OCT. 26, NOV 02, 09, 16, 2019 <box>838 751 954 759</box>
notice-publish-line: Dates Pub: OCT. 26, NOV 02, 09, 16, 2019 <box>169 1524 285 1533</box>
notice-title: FICTITIOUS BUSINESS NAME STATEMENT File No. 2019278675 <box>2 1110 164 1126</box>
footer-office-phone: Office: 626.355.2737 <box>470 2194 575 2206</box>
notice-publish-line: Publish: ES Mountain Views News <box>169 821 263 829</box>
notice-publish-line: Publish: ES Mountain Views News <box>671 2048 764 2056</box>
notice-body: The following person(s) is (are) doing business as: EFRAIN'S AUTO REPAIR, 9808 S. CENTRAL AVE, LOS ANGELES, CA 90002. Full name of registrant(s) is (are) KAREN VELARDE AVILA, 9808 S. CENTRAL AVE, LOS ANGELES, CA 90002. This Business is conducted by: AN INDIVIDUAL. Signed; KAREN VELARDE AVILA. This statement was filed with the County Clerk of Los Angeles County on 10/15/19. The registrant(s) has (have) commenced to transact business under the fictitious business name or names listed above on 09/2019. NOTICE- This Fictitious Name Statement expires five years from the date it was filed in the office of the County Clerk. A new Fictitious Business Name Statement must be filed prior to that date. The filing of this statement does not of itself authorize the use in this state of a Fictitious Business Name in violation of the rights of another under Federal, State, or common law (See section 14411 et seq. Business and Professions Code)Publish: Mountain Views News <box>1005 1032 1167 1173</box>
masthead <box>0 0 1170 70</box>
notice-body: The following person(s) is (are) doing business as: AMIGOS FRESH POULTRY, 1218 W. VENICE BLVD, LOS ANGELES, CA 90006. Full name of registrant(s) is (are) ABDEL SALAM ELHAWARY, 1218 W. VENICE BLVD, LOS ANGELES, CA 90006. This Business is conducted by: AN INDIVIDUAL. Signed; ABDEL SALAM ELHAWARY. This statement was filed with the County Clerk of Los Angeles County on 10/11/19. The registrant(s) has (have) commenced to transact business under the fictitious business name or names listed above on N/A. NOTICE- This Fictitious Name Statement expires five years from the date it was filed in the office of the County Clerk. A new Fictitious Business Name Statement must be filed prior to that date. The filing of this statement does not of itself authorize the use in this state of a Fictitious Business Name in violation of the rights of another under Federal, State, or common law (See section 14411 et seq. Business and Professions Code)Publish: Mountain Views News <box>1172 258 1335 400</box>
notice-publish-line: Dates Pub: OCT. 26, NOV 02, 09, 16, 2019 <box>1172 2071 1289 2079</box>
notice-body: The following person(s) is (are) doing business as: INTERNATIONAL BAKERY 1248 S GLENDALE AVE #C, GLENDALE, CA. 91205. Full name of registrant(s) is (are) SAID RUHULLAH SAIDZADAH 1248 S GLENDALE AVE #C, GLENDALE, CA. 91205. This Business is conducted by: INDIVIDUAL. Signed: SAID RUHULLAH SAIDZADAH, OWNER. This statement was filed with the County Clerk of Los Angeles County on 10/21/2019. The registrant(s) has (have) commenced to transact business under the fictitious business name or names listed above on N/A. NOTICE- This Fictitious Name Statement expires five years from the date it was filed in the office of the County Clerk. A new Fictitious Business Name Statement must be filed prior to that date. The filing of this statement does not of itself authorize the use in this state of a Fictitious Business Name in violation of the rights of another under Federal, State, or common law (See section 14411 et seq. Business and Professions Code) <box>503 150 666 290</box>
notice-publish-line: Publish: ES Mountain Views News <box>169 1626 263 1634</box>
legal-notice <box>1006 1728 1167 1907</box>
masthead-row <box>20 48 362 65</box>
legal-notice <box>504 1118 665 1283</box>
notice-title: FICTITIOUS BUSINESS NAME STATEMENT File No. 2019-276807 <box>1172 71 1335 87</box>
notice-publish-line: Oct 26, Nov 2, 9, 16, 2019 <box>2 1454 73 1462</box>
notice-publish-line: Publish: ES Mountain Views News <box>336 556 430 564</box>
legal-notice <box>838 1111 999 1275</box>
legal-notice <box>504 1634 665 1798</box>
notice-title: FICTITIOUS BUSINESS NAME STATEMENT File No. 2019-273880 <box>336 1899 498 1915</box>
notice-body: The fictitious business name referred to above was filed on MARCH 4, 2019 in the county of Los Angeles. The original file number of 2019054738. The business was conducted by: INDIVIDUAL. This statement was filed with the County Clerk of Los Angeles on 10/21/2019. The business information in this statement is true and correct. (A registrant who declares as true information which he or she knows to be false, is guilty of a crime.) SIGNED: SAID RUHULLAH SAIDZADAH. <box>671 767 833 837</box>
legal-notice <box>1340 150 1501 314</box>
notice-publish-line: Dates Pub: OCT. 26, NOV 02, 09, 16, 2019 <box>1172 571 1289 579</box>
legal-notices-section <box>0 71 1669 2189</box>
notice-body: The following person(s) is (are) doing business as: AMIGOS FRESH POULTRY, 1218 W. VENICE BLVD, LOS ANGELES, CA 90006. Full name of registrant(s) is (are) ABDEL SALAM ELHAWARY, 1218 W. VENICE BLVD, LOS ANGELES, CA 90006. This Business is conducted by: AN INDIVIDUAL. Signed; ABDEL SALAM ELHAWARY. This statement was filed with the County Clerk of Los Angeles County on 10/11/19. The registrant(s) has (have) commenced to transact business under the fictitious business name or names listed above on N/A. NOTICE- This Fictitious Name Statement expires five years from the date it was filed in the office of the County Clerk. A new Fictitious Business Name Statement must be filed prior to that date. The filing of this statement does not of itself authorize the use in this state of a Fictitious Business Name in violation of the rights of another under Federal, State, or common law (See section 14411 et seq. Business and Professions Code)Publish: Mountain Views News <box>169 1837 331 1978</box>
notice-publish-line: Dates Pub: OCT. 26, NOV 02, 09, 16, 2019 <box>671 1360 787 1368</box>
notice-publish-line: Publish: ES Mountain Views News <box>503 1095 596 1103</box>
notice-body: The following person(s) is (are) doing business as: BALENZA BOUTIQUE, 6643 SAN MATEO ST, PARAMOUNT, CA 90723. Full name of registrant(s) is (are) LESLIE COTA LORENZO, 6643 SAN MATEO ST, PARAMOUNT, CA 90723. This Business is conducted by: AN INDIVIDUAL. Signed; LESLIE COTA LORENZO. This statement was filed with the County Clerk of Los Angeles County on 10/11/19. The registrant(s) has (have) commenced to transact business under the fictitious business name or names listed above on N/A. NOTICE- This Fictitious Name Statement expires five years from the date it was filed in the office of the County Clerk. A new Fictitious Business Name Statement must be filed prior to that date. The filing of this statement does not of itself authorize the use in this state of a Fictitious Business Name in violation of the rights of another under Federal, State, or common law (See section 14411 et seq. Business and Professions Code)Publish: Mountain Views News <box>1005 689 1167 829</box>
legal-notice <box>1340 845 1501 1009</box>
notice-body: The fictitious business name referred to above was filed on MARCH 4, 2019 in the county of Los Angeles. The original file number of 2019054738. The business was conducted by: INDIVIDUAL. This statement was filed with the County Clerk of Los Angeles on 10/21/2019. The business information in this statement is true and correct. (A registrant who declares as true information which he or she knows to be false, is guilty of a crime.) SIGNED: SAID RUHULLAH SAIDZADAH. <box>169 1556 331 1626</box>
legal-notice <box>2 587 164 752</box>
notice-publish-line: Oct 26, Nov 2, 9, 16, 2019 <box>169 1634 241 1642</box>
notice-body: The following person(s) is (are) doing business as: INTERNATIONAL BAKERY 1248 S GLENDALE AVE #C, GLENDALE, CA. 91205. Full name of registrant(s) is (are) SAID RUHULLAH SAIDZADAH 1248 S GLENDALE AVE #C, GLENDALE, CA. 91205. This Business is conducted by: INDIVIDUAL. Signed: SAID RUHULLAH SAIDZADAH, OWNER. This statement was filed with the County Clerk of Los Angeles County on 10/21/2019. The registrant(s) has (have) commenced to transact business under the fictitious business name or names listed above on N/A. NOTICE- This Fictitious Name Statement expires five years from the date it was filed in the office of the County Clerk. A new Fictitious Business Name Statement must be filed prior to that date. The filing of this statement does not of itself authorize the use in this state of a Fictitious Business Name in violation of the rights of another under Federal, State, or common law (See section 14411 et seq. Business and Professions Code) <box>1340 680 1502 822</box>
legal-notice <box>337 751 498 930</box>
legal-notice <box>2 931 164 1103</box>
notice-body: The following person(s) is (are) doing business as: EFRAIN'S AUTO REPAIR, 9808 S. CENTRAL AVE, LOS ANGELES, CA 90002. Full name of registrant(s) is (are) KAREN VELARDE AVILA, 9808 S. CENTRAL AVE, LOS ANGELES, CA 90002. This Business is conducted by: AN INDIVIDUAL. Signed; KAREN VELARDE AVILA. This statement was filed with the County Clerk of Los Angeles County on 10/15/19. The registrant(s) has (have) commenced to transact business under the fictitious business name or names listed above on 09/2019. NOTICE- This Fictitious Name Statement expires five years from the date it was filed in the office of the County Clerk. A new Fictitious Business Name Statement must be filed prior to that date. The filing of this statement does not of itself authorize the use in this state of a Fictitious Business Name in violation of the rights of another under Federal, State, or common law (See section 14411 et seq. Business and Professions Code)Publish: Mountain Views News <box>2 774 164 915</box>
notice-publish-line: Dates Pub: OCT. 26, NOV 02, 09, 16, 2019 <box>503 1618 620 1626</box>
notice-title: FICTITIOUS BUSINESS NAME STATEMENT File No. 2019-273880 <box>169 2165 331 2181</box>
notice-body: The following person(s) is (are) doing business as: 3D CONCEPT VIEW 13146 TONOPAH ST PACOIMA, CA. 91331. Full name of registrant(s) is (are) ROBERT ALBA RACHO 13146 TONOPAH ST PACOIMA, CA. 91331. This Business is conducted by: INDIVIDUAL. Signed: ROBERT ALBA RACHO, OWNER. This statement was filed with the County Clerk of Los Angeles County on 10/24/2019. The registrant(s) has (have) commenced to transact business under the fictitious business name or names listed above on N/A. NOTICE- This Fictitious Name Statement expires five years from the date it was filed in the office of the County Clerk. A new Fictitious Business Name Statement must be filed prior to that date. The filing of this statement does not of itself authorize the use in this state of a Fictitious Business Name in violation of the rights of another under Federal, State, or common law (See section 14411 et seq. Business and Professions Code) <box>1172 1126 1335 1259</box>
notice-body: The following person(s) is (are) doing business as: J C PLUMBING, 11018 BENFIELD AVE, DOWNEY, CA 90241. Full name of registrant(s) is (are) ANDREW DE LEON, 11018 BENFIELD AVE, DOWNEY, CA 90241. This Business is conducted by: AN INDIVIDUAL. Signed; ANDREW DE LEON. This statement was filed with the County Clerk of Los Angeles County on 10/16/19. The registrant(s) has (have) commenced to transact business under the fictitious business name or names listed above on 10/2019. NOTICE- This Fictitious Name Statement expires five years from the date it was filed in the office of the County Clerk. A new Fictitious Business Name Statement must be filed prior to that date. The filing of this statement does not of itself authorize the use in this state of a Fictitious Business Name in violation of the rights of another under Federal, State, or common law (See section 14411 et seq. Business and Professions Code)Publish: Mountain Views News <box>1172 602 1335 743</box>
notice-title: FICTITIOUS BUSINESS NAME STATEMENT File No. 2019-275915 <box>169 493 331 509</box>
legal-notice <box>1340 1650 1501 1814</box>
notice-body: The following person(s) is (are) doing business as: BALENZA BOUTIQUE, 6643 SAN MATEO ST, PARAMOUNT, CA 90723. Full name of registrant(s) is (are) LESLIE COTA LORENZO, 6643 SAN MATEO ST, PARAMOUNT, CA 90723. This Business is conducted by: AN INDIVIDUAL. Signed; LESLIE COTA LORENZO. This statement was filed with the County Clerk of Los Angeles County on 10/11/19. The registrant(s) has (have) commenced to transact business under the fictitious business name or names listed above on N/A. NOTICE- This Fictitious Name Statement expires five years from the date it was filed in the office of the County Clerk. A new Fictitious Business Name Statement must be filed prior to that date. The filing of this statement does not of itself authorize the use in this state of a Fictitious Business Name in violation of the rights of another under Federal, State, or common law (See section 14411 et seq. Business and Professions Code)Publish: Mountain Views News <box>169 2008 331 2150</box>
page-number: 12 <box>20 1 58 43</box>
notice-title: FICTITIOUS BUSINESS NAME STATEMENT File No. 2019-276807 <box>169 1649 331 1665</box>
notice-body: The following person(s) is (are) doing business as: BLESSED STUDIO LA 1444 E MAPLE ST APT B, GLENDALE, CA. 91205. Full name of registrant(s) is (are) OCTAVIO BONILLA BARRIOS 1444 E MAPLE ST APT B, GLENDALE, CA. 91205 and ZIPFEL CARRERA 1444 E MAPLE ST APT B, GLENDALE CA 91205. This Business is conducted by: A GENERAL PARTNERSHIP. Signed: OCTAVIO BONILLA BARRIOS, PARTNER. This statement was filed with the County Clerk of Los Angeles County on 10/23/2019. The registrant(s) has (have) commenced to transact business under the fictitious business name or names listed above on N/A. NOTICE- This Fictitious Name Statement expires five years from the date it was filed in the office of the County Clerk. A new Fictitious Business Name Statement must be filed prior to that date. The filing of this statement does not of itself authorize the use in this state of a Fictitious Business Name in violation of the rights of another under Federal, State, or common law (See section 14411 et seq. Business and Professions Code) <box>838 2008 1000 2157</box>
notice-publish-line: Oct 26, Nov 2, 9, 16, 2019 <box>503 297 575 306</box>
notice-publish-line: Oct 26, Nov 2, 9, 16, 2019 <box>671 586 743 595</box>
notice-body: The following person(s) is (are) doing business as: BLESSED STUDIO LA 1444 E MAPLE ST APT B, GLENDALE, CA. 91205. Full name of registrant(s) is (are) OCTAVIO BONILLA BARRIOS 1444 E MAPLE ST APT B, GLENDALE, CA. 91205 and ZIPFEL CARRERA 1444 E MAPLE ST APT B, GLENDALE CA 91205. This Business is conducted by: A GENERAL PARTNERSHIP. Signed: OCTAVIO BONILLA BARRIOS, PARTNER. This statement was filed with the County Clerk of Los Angeles County on 10/23/2019. The registrant(s) has (have) commenced to transact business under the fictitious business name or names listed above on N/A. NOTICE- This Fictitious Name Statement expires five years from the date it was filed in the office of the County Clerk. A new Fictitious Business Name Statement must be filed prior to that date. The filing of this statement does not of itself authorize the use in this state of a Fictitious Business Name in violation of the rights of another under Federal, State, or common law (See section 14411 et seq. Business and Professions Code) <box>671 430 833 579</box>
notice-publish-line: Publish: ES Mountain Views News <box>1340 1180 1433 1189</box>
notice-body: The following person(s) is (are) doing business as: EFRAIN'S AUTO REPAIR, 9808 S. CENTRAL AVE, LOS ANGELES, CA 90002. Full name of registrant(s) is (are) KAREN VELARDE AVILA, 9808 S. CENTRAL AVE, LOS ANGELES, CA 90002. This Business is conducted by: AN INDIVIDUAL. Signed; KAREN VELARDE AVILA. This statement was filed with the County Clerk of Los Angeles County on 10/15/19. The registrant(s) has (have) commenced to transact business under the fictitious business name or names listed above on 09/2019. NOTICE- This Fictitious Name Statement expires five years from the date it was filed in the office of the County Clerk. A new Fictitious Business Name Statement must be filed prior to that date. The filing of this statement does not of itself authorize the use in this state of a Fictitious Business Name in violation of the rights of another under Federal, State, or common law (See section 14411 et seq. Business and Professions Code)Publish: Mountain Views News <box>336 71 666 2181</box>
notice-body: The fictitious business name referred to above was filed on MARCH 4, 2019 in the county of Los Angeles. The original file number of 2019054738. The business was conducted by: INDIVIDUAL. This statement was filed with the County Clerk of Los Angeles on 10/21/2019. The business information in this statement is true and correct. (A registrant who declares as true information which he or she knows to be false, is guilty of a crime.) SIGNED: SAID RUHULLAH SAIDZADAH. <box>1005 235 1167 306</box>
legal-notice <box>671 1900 832 2064</box>
notice-title: STATEMENT OF ABANDONMENT OF USE OF FICTITIOUS BUSINESS NAME <box>1172 1806 1335 1822</box>
paper-name: Mountain View News <box>20 48 160 64</box>
notice-publish-line: Publish: ES Mountain Views News <box>503 836 596 845</box>
notice-title: FILE NO. 2019-275098 STATEMENT OF ABANDONMENT OF USE OF FICTITIOUS BUSINESS NAME <box>1005 1915 1167 1939</box>
legal-notice <box>671 1204 832 1369</box>
legal-notice <box>337 228 498 392</box>
notice-publish-line: Publish: ES Mountain Views News <box>1172 1891 1266 1900</box>
notice-publish-line: Oct 26, Nov 2, 9, 16, 2019 <box>1005 1524 1077 1533</box>
legal-notice <box>838 767 999 931</box>
notice-title: FICTITIOUS BUSINESS NAME STATEMENT File No. 2019278478 <box>838 150 1000 165</box>
notice-publish-line: Oct 26, Nov 2, 9, 16, 2019 <box>838 2165 910 2173</box>
notice-publish-line: Oct 26, Nov 2, 9, 16, 2019 <box>671 1884 743 1892</box>
notice-publish-line: Dates Pub: OCT. 26, NOV 02, 09, 16, 2019 <box>1172 1790 1289 1798</box>
notice-title: FICTITIOUS BUSINESS NAME STATEMENT File No. 2019-275915 <box>503 1806 666 1822</box>
notice-title: FILE NO. 2019-275098 STATEMENT OF ABANDONMENT OF USE OF FICTITIOUS BUSINESS NAME <box>1005 71 1167 95</box>
notice-body: The following person(s) is (are) doing business as: BLAZER PACKAGING + DESIGN 11054 VENTURA BLVD. #149, STUDIO CITY, CA. 91604. Full name of registrant(s) is (are) SUPERIOR MERCHANT SERVICES LLC. 11054 VENTURA BLVD. #149, STUDIO CITY, CA. 91604. This Business is conducted by: LLC. Signed: SUPERIOR MERCHANT SERVICES LLC, EZEKIAL D. BELASE, MEMBER. This statement was filed with the County Clerk of Los Angeles County on 10/18/2019. The registrant(s) has (have) commenced to transact business under the fictitious business name or names listed above on 10/2019. NOTICE- This Fictitious Name Statement expires five years from the date it was filed in the office of the County Clerk. A new Fictitious Business Name Statement must be filed prior to that date. The filing of this statement does not of itself authorize the use in this state of a Fictitious Business Name in violation of the rights of another under Federal, State, or common law (See section 14411 et seq. Business and Professions Code) <box>671 243 833 392</box>
notice-title: FICTITIOUS BUSINESS NAME STATEMENT File No. 2019-273880 <box>1340 2165 1502 2181</box>
notice-publish-line: Oct 26, Nov 2, 9, 16, 2019 <box>2 1267 73 1275</box>
notice-publish-line: Oct 26, Nov 2, 9, 16, 2019 <box>1005 313 1077 321</box>
notice-body: The following person(s) is (are) doing business as: BLAZER PACKAGING + DESIGN 11054 VENTURA BLVD. #149, STUDIO CITY, CA. 91604. Full name of registrant(s) is (are) SUPERIOR MERCHANT SERVICES LLC. 11054 VENTURA BLVD. #149, STUDIO CITY, CA. 91604. This Business is conducted by: LLC. Signed: SUPERIOR MERCHANT SERVICES LLC, EZEKIAL D. BELASE, MEMBER. This statement was filed with the County Clerk of Los Angeles County on 10/18/2019. The registrant(s) has (have) commenced to transact business under the fictitious business name or names listed above on 10/2019. NOTICE- This Fictitious Name Statement expires five years from the date it was filed in the office of the County Clerk. A new Fictitious Business Name Statement must be filed prior to that date. The filing of this statement does not of itself authorize the use in this state of a Fictitious Business Name in violation of the rights of another under Federal, State, or common law (See section 14411 et seq. Business and Professions Code) <box>1172 1297 1335 1446</box>
legal-notice <box>337 1384 498 1548</box>
notice-body: The fictitious business name referred to above was filed on MARCH 4, 2019 in the county of Los Angeles. The original file number of 2019054738. The business was conducted by: INDIVIDUAL. This statement was filed with the County Clerk of Los Angeles on 10/21/2019. The business information in this statement is true and correct. (A registrant who declares as true information which he or she knows to be false, is guilty of a crime.) SIGNED: SAID RUHULLAH SAIDZADAH. <box>1172 1821 1335 1892</box>
notice-publish-line: Dates Pub: OCT. 26, NOV 02, 09, 16, 2019 <box>1340 1806 1455 1814</box>
notice-title: FICTITIOUS BUSINESS NAME STATEMENT File No. 2019277212 <box>671 228 833 243</box>
notice-publish-line: Dates Pub: OCT. 26, NOV 02, 09, 16, 2019 <box>838 923 954 931</box>
notice-publish-line: Dates Pub: OCT. 26, NOV 02, 09, 16, 2019 <box>671 1189 787 1196</box>
notice-publish-line: Publish: ES Mountain Views News <box>838 1610 931 1618</box>
notice-body: The following person(s) is (are) doing business as: EFRAIN'S AUTO REPAIR, 9808 S. CENTRAL AVE, LOS ANGELES, CA 90002. Full name of registrant(s) is (are) KAREN VELARDE AVILA, 9808 S. CENTRAL AVE, LOS ANGELES, CA 90002. This Business is conducted by: AN INDIVIDUAL. Signed; KAREN VELARDE AVILA. This statement was filed with the County Clerk of Los Angeles County on 10/15/19. The registrant(s) has (have) commenced to transact business under the fictitious business name or names listed above on 09/2019. NOTICE- This Fictitious Name Statement expires five years from the date it was filed in the office of the County Clerk. A new Fictitious Business Name Statement must be filed prior to that date. The filing of this statement does not of itself authorize the use in this state of a Fictitious Business Name in violation of the rights of another under Federal, State, or common law (See section 14411 et seq. Business and Professions Code)Publish: Mountain Views News <box>1340 508 1502 650</box>
notice-title: STATEMENT OF ABANDONMENT OF USE OF FICTITIOUS BUSINESS NAME <box>169 1540 331 1556</box>
notice-body: The following person(s) is (are) doing business as: 3D CONCEPT VIEW 13146 TONOPAH ST PACOIMA, CA. 91331. Full name of registrant(s) is (are) ROBERT ALBA RACHO 13146 TONOPAH ST PACOIMA, CA. 91331. This Business is conducted by: INDIVIDUAL. Signed: ROBERT ALBA RACHO, OWNER. This statement was filed with the County Clerk of Los Angeles County on 10/24/2019. The registrant(s) has (have) commenced to transact business under the fictitious business name or names listed above on N/A. NOTICE- This Fictitious Name Statement expires five years from the date it was filed in the office of the County Clerk. A new Fictitious Business Name Statement must be filed prior to that date. The filing of this statement does not of itself authorize the use in this state of a Fictitious Business Name in violation of the rights of another under Federal, State, or common law (See section 14411 et seq. Business and Professions Code) <box>2 1126 164 1259</box>
notice-body: The following person(s) is (are) doing business as: ALS CLEANING SERVICE, 14628 S. FRAILEY AVENUE, COMPTON, CA 90221. Full name of registrant(s) is (are) ALBERT MARTINEZ, 14628 FRAILEY AVENUE, COMPTON, CA 90221. This Business is conducted by: AN INDIVIDUAL. Signed; ALBERT MARTINEZ. This statement was filed with the County Clerk of Los Angeles County on 10/17/19. The registrant(s) has (have) commenced to transact business under the fictitious business name or names listed above on 10/2019. NOTICE- This Fictitious Name Statement expires five years from the date it was filed in the office of the County Clerk. A new Fictitious Business Name Statement must be filed prior to that date. The filing of this statement does not of itself authorize the use in this state of a Fictitious Business Name in violation of the rights of another under Federal, State, or common law (See section 14411 et seq. Business and Professions Code)Publish: Mountain Views News <box>1340 1665 1502 1806</box>
legal-notice <box>2 415 164 580</box>
notice-publish-line: Oct 26, Nov 2, 9, 16, 2019 <box>503 469 575 478</box>
notice-title: FICTITIOUS BUSINESS NAME STATEMENT File No. 2019-272924 <box>503 1462 666 1478</box>
legal-notice <box>1173 1470 1334 1650</box>
notice-body: The following person(s) is (are) doing business as: BLAZER PACKAGING + DESIGN 11054 VENTURA BLVD. #149, STUDIO CITY, CA. 91604. Full name of registrant(s) is (are) SUPERIOR MERCHANT SERVICES LLC. 11054 VENTURA BLVD. #149, STUDIO CITY, CA. 91604. This Business is conducted by: LLC. Signed: SUPERIOR MERCHANT SERVICES LLC, EZEKIAL D. BELASE, MEMBER. This statement was filed with the County Clerk of Los Angeles County on 10/18/2019. The registrant(s) has (have) commenced to transact business under the fictitious business name or names listed above on 10/2019. NOTICE- This Fictitious Name Statement expires five years from the date it was filed in the office of the County Clerk. A new Fictitious Business Name Statement must be filed prior to that date. The filing of this statement does not of itself authorize the use in this state of a Fictitious Business Name in violation of the rights of another under Federal, State, or common law (See section 14411 et seq. Business and Professions Code) <box>1005 1556 1167 1704</box>
legal-notice <box>1340 665 1501 837</box>
notice-body: The following person(s) is (are) doing business as: ALS CLEANING SERVICE, 14628 S. FRAILEY AVENUE, COMPTON, CA 90221. Full name of registrant(s) is (are) ALBERT MARTINEZ, 14628 FRAILEY AVENUE, COMPTON, CA 90221. This Business is conducted by: AN INDIVIDUAL. Signed; ALBERT MARTINEZ. This statement was filed with the County Clerk of Los Angeles County on 10/17/19. The registrant(s) has (have) commenced to transact business under the fictitious business name or names listed above on 10/2019. NOTICE- This Fictitious Name Statement expires five years from the date it was filed in the office of the County Clerk. A new Fictitious Business Name Statement must be filed prior to that date. The filing of this statement does not of itself authorize the use in this state of a Fictitious Business Name in violation of the rights of another under Federal, State, or common law (See section 14411 et seq. Business and Professions Code)Publish: Mountain Views News <box>1172 86 1335 228</box>
legal-notice <box>2 1283 164 1462</box>
notice-title: FICTITIOUS BUSINESS NAME STATEMENT File No. 2019-273880 <box>169 321 331 337</box>
notice-publish-line: Publish: ES Mountain Views News <box>1005 306 1098 314</box>
notice-publish-line: Publish: ES Mountain Views News <box>503 290 596 298</box>
notice-title: FICTITIOUS BUSINESS NAME STATEMENT File No. 2019278776 <box>1340 665 1502 681</box>
notice-publish-line: Dates Pub: OCT. 26, NOV 02, 09, 16, 2019 <box>1340 1977 1455 1985</box>
notice-body: The following person(s) is (are) doing business as: BLESSED STUDIO LA 1444 E MAPLE ST APT B, GLENDALE, CA. 91205. Full name of registrant(s) is (are) OCTAVIO BONILLA BARRIOS 1444 E MAPLE ST APT B, GLENDALE, CA. 91205 and ZIPFEL CARRERA 1444 E MAPLE ST APT B, GLENDALE CA 91205. This Business is conducted by: A GENERAL PARTNERSHIP. Signed: OCTAVIO BONILLA BARRIOS, PARTNER. This statement was filed with the County Clerk of Los Angeles County on 10/23/2019. The registrant(s) has (have) commenced to transact business under the fictitious business name or names listed above on N/A. NOTICE- This Fictitious Name Statement expires five years from the date it was filed in the office of the County Clerk. A new Fictitious Business Name Statement must be filed prior to that date. The filing of this statement does not of itself authorize the use in this state of a Fictitious Business Name in violation of the rights of another under Federal, State, or common law (See section 14411 et seq. Business and Professions Code) <box>2 1485 164 1634</box>
legal-notice <box>169 493 331 658</box>
notice-body: The fictitious business name referred to above was filed on MARCH 4, 2019 in the county of Los Angeles. The original file number of 2019054738. The business was conducted by: INDIVIDUAL. This statement was filed with the County Clerk of Los Angeles on 10/21/2019. The business information in this statement is true and correct. (A registrant who declares as true information which he or she knows to be false, is guilty of a crime.) SIGNED: SAID RUHULLAH SAIDZADAH. <box>503 1024 666 1095</box>
notice-publish-line: Publish: ES Mountain Views News <box>1340 821 1433 829</box>
notice-publish-line: Dates Pub: OCT. 26, NOV 02, 09, 16, 2019 <box>2 571 118 579</box>
notice-publish-line: Publish: ES Mountain Views News <box>2 1258 96 1267</box>
notice-publish-line: Publish: ES Mountain Views News <box>1005 2149 1098 2157</box>
notice-body: The following person(s) MAURICIO HERNANDEZ, 7512 MAIE AVE, LOS ANGELES, CA 90001, has/have abandoned the use of the fictitious business name: MAURICIO'S FURNITURE, 7512 MAIE AVE, LOS ANGELES, CA 90001. The fictitious business name referred to above was filed on 03/21/2019, in the county of Los Angeles. The original file number of 2019073510. The business was conducted by: AN INDIVIDUAL. This statement was filed with the County Clerk of Los Angeles County on 10/16/19. The business information in this statement is true and correct. (A registrant who declares as true information which he or she knows to be false, is guilty of a crime.) MAURICIO HERNANDEZ. Publish: Mountain Views News <box>1005 1938 1167 2048</box>
notice-publish-line: Dates Pub: OCT. 26, NOV 02, 09, 16, 2019 <box>503 118 620 126</box>
legal-notice <box>169 665 331 837</box>
notice-title: FICTITIOUS BUSINESS NAME STATEMENT File No. 2019277212 <box>2 1282 164 1298</box>
notice-title: FICTITIOUS BUSINESS NAME STATEMENT File No. 2019-272201 <box>2 243 164 259</box>
notice-publish-line: Dates Pub: OCT. 26, NOV 02, 09, 16, 2019 <box>503 1962 620 1970</box>
notice-publish-line: Publish: ES Mountain Views News <box>838 571 931 579</box>
legal-notice <box>838 150 999 329</box>
legal-notice <box>504 314 665 478</box>
notice-publish-line: Dates Pub: OCT. 26, NOV 02, 09, 16, 2019 <box>1507 212 1622 220</box>
notice-publish-line: Dates Pub: OCT. 26, NOV 02, 09, 16, 2019 <box>503 1790 620 1798</box>
notice-title: FILE NO. 2019-275098 STATEMENT OF ABANDONMENT OF USE OF FICTITIOUS BUSINESS NAME <box>671 602 833 626</box>
notice-body: The following person(s) is (are) doing business as: J C PLUMBING, 11018 BENFIELD AVE, DOWNEY, CA 90241. Full name of registrant(s) is (are) ANDREW DE LEON, 11018 BENFIELD AVE, DOWNEY, CA 90241. This Business is conducted by: AN INDIVIDUAL. Signed; ANDREW DE LEON. This statement was filed with the County Clerk of Los Angeles County on 10/16/19. The registrant(s) has (have) commenced to transact business under the fictitious business name or names listed above on 10/2019. NOTICE- This Fictitious Name Statement expires five years from the date it was filed in the office of the County Clerk. A new Fictitious Business Name Statement must be filed prior to that date. The filing of this statement does not of itself authorize the use in this state of a Fictitious Business Name in violation of the rights of another under Federal, State, or common law (See section 14411 et seq. Business and Professions Code)Publish: Mountain Views News <box>169 336 331 478</box>
legal-notice <box>838 485 999 586</box>
footer-paper-name: Mountain Views News <box>8 2194 119 2206</box>
notice-body: The following person(s) is (are) doing business as: BLESSED STUDIO LA 1444 E MAPLE ST APT B, GLENDALE, CA. 91205. Full name of registrant(s) is (are) OCTAVIO BONILLA BARRIOS 1444 E MAPLE ST APT B, GLENDALE, CA. 91205 and ZIPFEL CARRERA 1444 E MAPLE ST APT B, GLENDALE CA 91205. This Business is conducted by: A GENERAL PARTNERSHIP. Signed: OCTAVIO BONILLA BARRIOS, PARTNER. This statement was filed with the County Clerk of Los Angeles County on 10/23/2019. The registrant(s) has (have) commenced to transact business under the fictitious business name or names listed above on N/A. NOTICE- This Fictitious Name Statement expires five years from the date it was filed in the office of the County Clerk. A new Fictitious Business Name Statement must be filed prior to that date. The filing of this statement does not of itself authorize the use in this state of a Fictitious Business Name in violation of the rights of another under Federal, State, or common law (See section 14411 et seq. Business and Professions Code) <box>336 954 498 1103</box>
notice-title: FICTITIOUS BUSINESS NAME STATEMENT File No. 2019278776 <box>336 400 498 415</box>
notice-title: FICTITIOUS BUSINESS NAME STATEMENT File No. 2019-272201 <box>336 1556 498 1572</box>
notice-body: The following person(s) is (are) doing business as: INTERNATIONAL BAKERY 1248 S GLENDALE AVE #C, GLENDALE, CA. 91205. Full name of registrant(s) is (are) SAID RUHULLAH SAIDZADAH 1248 S GLENDALE AVE #C, GLENDALE, CA. 91205. This Business is conducted by: INDIVIDUAL. Signed: SAID RUHULLAH SAIDZADAH, OWNER. This statement was filed with the County Clerk of Los Angeles County on 10/21/2019. The registrant(s) has (have) commenced to transact business under the fictitious business name or names listed above on N/A. NOTICE- This Fictitious Name Statement expires five years from the date it was filed in the office of the County Clerk. A new Fictitious Business Name Statement must be filed prior to that date. The filing of this statement does not of itself authorize the use in this state of a Fictitious Business Name in violation of the rights of another under Federal, State, or common law (See section 14411 et seq. Business and Professions Code) <box>1005 1204 1167 1345</box>
legal-notice <box>2 243 164 408</box>
notice-publish-line: Dates Pub: OCT. 26, NOV 02, 09, 16, 2019 <box>671 735 787 743</box>
notice-publish-line: Dates Pub: OCT. 26, NOV 02, 09, 16, 2019 <box>838 1095 954 1103</box>
notice-body: The following person(s) is (are) doing business as: BALENZA BOUTIQUE, 6643 SAN MATEO ST, PARAMOUNT, CA 90723. Full name of registrant(s) is (are) LESLIE COTA LORENZO, 6643 SAN MATEO ST, PARAMOUNT, CA 90723. This Business is conducted by: AN INDIVIDUAL. Signed; LESLIE COTA LORENZO. This statement was filed with the County Clerk of Los Angeles County on 10/11/19. The registrant(s) has (have) commenced to transact business under the fictitious business name or names listed above on N/A. NOTICE- This Fictitious Name Statement expires five years from the date it was filed in the office of the County Clerk. A new Fictitious Business Name Statement must be filed prior to that date. The filing of this statement does not of itself authorize the use in this state of a Fictitious Business Name in violation of the rights of another under Federal, State, or common law (See section 14411 et seq. Business and Professions Code)Publish: Mountain Views News <box>838 954 1000 1095</box>
notice-publish-line: Oct 26, Nov 2, 9, 16, 2019 <box>838 1790 910 1798</box>
notice-publish-line: Dates Pub: OCT. 26, NOV 02, 09, 16, 2019 <box>1340 2149 1455 2157</box>
legal-notice <box>671 228 832 407</box>
notice-body: The following person(s) is (are) doing business as: BLAZER PACKAGING + DESIGN 11054 VENTURA BLVD. #149, STUDIO CITY, CA. 91604. Full name of registrant(s) is (are) SUPERIOR MERCHANT SERVICES LLC. 11054 VENTURA BLVD. #149, STUDIO CITY, CA. 91604. This Business is conducted by: LLC. Signed: SUPERIOR MERCHANT SERVICES LLC, EZEKIAL D. BELASE, MEMBER. This statement was filed with the County Clerk of Los Angeles County on 10/18/2019. The registrant(s) has (have) commenced to transact business under the fictitious business name or names listed above on 10/2019. NOTICE- This Fictitious Name Statement expires five years from the date it was filed in the office of the County Clerk. A new Fictitious Business Name Statement must be filed prior to that date. The filing of this statement does not of itself authorize the use in this state of a Fictitious Business Name in violation of the rights of another under Federal, State, or common law (See section 14411 et seq. Business and Professions Code) <box>169 1032 331 1181</box>
legal-notice <box>1006 2063 1167 2165</box>
notice-body: The following person(s) is (are) doing business as: AMIGOS FRESH POULTRY, 1218 W. VENICE BLVD, LOS ANGELES, CA 90006. Full name of registrant(s) is (are) ABDEL SALAM ELHAWARY, 1218 W. VENICE BLVD, LOS ANGELES, CA 90006. This Business is conducted by: AN INDIVIDUAL. Signed; ABDEL SALAM ELHAWARY. This statement was filed with the County Clerk of Los Angeles County on 10/11/19. The registrant(s) has (have) commenced to transact business under the fictitious business name or names listed above on N/A. NOTICE- This Fictitious Name Statement expires five years from the date it was filed in the office of the County Clerk. A new Fictitious Business Name Statement must be filed prior to that date. The filing of this statement does not of itself authorize the use in this state of a Fictitious Business Name in violation of the rights of another under Federal, State, or common law (See section 14411 et seq. Business and Professions Code)Publish: Mountain Views News <box>671 1047 833 1189</box>
notice-body: The following person(s) is (are) doing business as: ALS CLEANING SERVICE, 14628 S. FRAILEY AVENUE, COMPTON, CA 90221. Full name of registrant(s) is (are) ALBERT MARTINEZ, 14628 FRAILEY AVENUE, COMPTON, CA 90221. This Business is conducted by: AN INDIVIDUAL. Signed; ALBERT MARTINEZ. This statement was filed with the County Clerk of Los Angeles County on 10/17/19. The registrant(s) has (have) commenced to transact business under the fictitious business name or names listed above on 10/2019. NOTICE- This Fictitious Name Statement expires five years from the date it was filed in the office of the County Clerk. A new Fictitious Business Name Statement must be filed prior to that date. The filing of this statement does not of itself authorize the use in this state of a Fictitious Business Name in violation of the rights of another under Federal, State, or common law (See section 14411 et seq. Business and Professions Code)Publish: Mountain Views News <box>169 1665 331 1806</box>
legal-notice <box>2 1470 164 1650</box>
notice-publish-line: Dates Pub: OCT. 26, NOV 02, 09, 16, 2019 <box>336 1712 452 1720</box>
notice-publish-line: Oct 26, Nov 2, 9, 16, 2019 <box>671 212 743 220</box>
notice-body: The following person(s) is (are) doing business as: 3D CONCEPT VIEW 13146 TONOPAH ST PACOIMA, CA. 91331. Full name of registrant(s) is (are) ROBERT ALBA RACHO 13146 TONOPAH ST PACOIMA, CA. 91331. This Business is conducted by: INDIVIDUAL. Signed: ROBERT ALBA RACHO, OWNER. This statement was filed with the County Clerk of Los Angeles County on 10/24/2019. The registrant(s) has (have) commenced to transact business under the fictitious business name or names listed above on N/A. NOTICE- This Fictitious Name Statement expires five years from the date it was filed in the office of the County Clerk. A new Fictitious Business Name Statement must be filed prior to that date. The filing of this statement does not of itself authorize the use in this state of a Fictitious Business Name in violation of the rights of another under Federal, State, or common law (See section 14411 et seq. Business and Professions Code) <box>1005 1384 1167 1517</box>
notice-publish-line: Oct 26, Nov 2, 9, 16, 2019 <box>336 735 408 743</box>
notice-publish-line: Dates Pub: OCT. 26, NOV 02, 09, 16, 2019 <box>336 384 452 392</box>
notice-publish-line: Publish: ES Mountain Views News <box>1172 1086 1266 1095</box>
notice-publish-line: Dates Pub: OCT. 26, NOV 02, 09, 16, 2019 <box>1340 306 1455 314</box>
notice-publish-line: Publish: ES Mountain Views News <box>2 1634 96 1642</box>
notice-publish-line: Oct 26, Nov 2, 9, 16, 2019 <box>838 1977 910 1985</box>
notice-body: The following person(s) is (are) doing business as: BALENZA BOUTIQUE, 6643 SAN MATEO ST, PARAMOUNT, CA 90723. Full name of registrant(s) is (are) LESLIE COTA LORENZO, 6643 SAN MATEO ST, PARAMOUNT, CA 90723. This Business is conducted by: AN INDIVIDUAL. Signed; LESLIE COTA LORENZO. This statement was filed with the County Clerk of Los Angeles County on 10/11/19. The registrant(s) has (have) commenced to transact business under the fictitious business name or names listed above on N/A. NOTICE- This Fictitious Name Statement expires five years from the date it was filed in the office of the County Clerk. A new Fictitious Business Name Statement must be filed prior to that date. The filing of this statement does not of itself authorize the use in this state of a Fictitious Business Name in violation of the rights of another under Federal, State, or common law (See section 14411 et seq. Business and Professions Code)Publish: Mountain Views News <box>2 430 164 571</box>
legal-notice <box>2 71 164 236</box>
notice-publish-line: Oct 26, Nov 2, 9, 16, 2019 <box>169 1001 241 1009</box>
notice-publish-line: Dates Pub: OCT. 26, NOV 02, 09, 16, 2019 <box>169 650 285 658</box>
notice-body: The following person(s) MAURICIO HERNANDEZ, 7512 MAIE AVE, LOS ANGELES, CA 90001, has/have abandoned the use of the fictitious business name: MAURICIO'S FURNITURE, 7512 MAIE AVE, LOS ANGELES, CA 90001. The fictitious business name referred to above was filed on 03/21/2019, in the county of Los Angeles. The original file number of 2019073510. The business was conducted by: AN INDIVIDUAL. This statement was filed with the County Clerk of Los Angeles County on 10/16/19. The business information in this statement is true and correct. (A registrant who declares as true information which he or she knows to be false, is guilty of a crime.) MAURICIO HERNANDEZ. Publish: Mountain Views News <box>2 1680 164 1790</box>
notice-title: FICTITIOUS BUSINESS NAME STATEMENT File No. 2019278776 <box>2 930 164 947</box>
legal-notice <box>169 1017 331 1196</box>
notice-publish-line: Dates Pub: OCT. 26, NOV 02, 09, 16, 2019 <box>2 743 118 751</box>
notice-body: The following person(s) is (are) doing business as: J C PLUMBING, 11018 BENFIELD AVE, DOWNEY, CA 90241. Full name of registrant(s) is (are) ANDREW DE LEON, 11018 BENFIELD AVE, DOWNEY, CA 90241. This Business is conducted by: AN INDIVIDUAL. Signed; ANDREW DE LEON. This statement was filed with the County Clerk of Los Angeles County on 10/16/19. The registrant(s) has (have) commenced to transact business under the fictitious business name or names listed above on 10/2019. NOTICE- This Fictitious Name Statement expires five years from the date it was filed in the office of the County Clerk. A new Fictitious Business Name Statement must be filed prior to that date. The filing of this statement does not of itself authorize the use in this state of a Fictitious Business Name in violation of the rights of another under Federal, State, or common law (See section 14411 et seq. Business and Professions Code)Publish: Mountain Views News <box>1507 71 1669 212</box>
notice-title: FICTITIOUS BUSINESS NAME STATEMENT File No. 2019277212 <box>169 1017 331 1032</box>
notice-title: FICTITIOUS BUSINESS NAME STATEMENT File No. 2019-272924 <box>169 150 331 165</box>
notice-title: FICTITIOUS BUSINESS NAME STATEMENT File No. 2019277212 <box>1340 1017 1502 1032</box>
legal-notice <box>671 1376 832 1541</box>
legal-notice <box>337 1900 498 2064</box>
notice-title: FICTITIOUS BUSINESS NAME STATEMENT File No. 2019-272924 <box>336 1727 498 1744</box>
notice-title: STATEMENT OF ABANDONMENT OF USE OF FICTITIOUS BUSINESS NAME <box>1340 1540 1502 1556</box>
legal-notice <box>1173 1111 1334 1275</box>
notice-publish-line: Oct 26, Nov 2, 9, 16, 2019 <box>2 1899 73 1907</box>
notice-publish-line: Oct 26, Nov 2, 9, 16, 2019 <box>1172 1899 1244 1907</box>
notice-body: The following person(s) is (are) doing business as: BLESSED STUDIO LA 1444 E MAPLE ST APT B, GLENDALE, CA. 91205. Full name of registrant(s) is (are) OCTAVIO BONILLA BARRIOS 1444 E MAPLE ST APT B, GLENDALE, CA. 91205 and ZIPFEL CARRERA 1444 E MAPLE ST APT B, GLENDALE CA 91205. This Business is conducted by: A GENERAL PARTNERSHIP. Signed: OCTAVIO BONILLA BARRIOS, PARTNER. This statement was filed with the County Clerk of Los Angeles County on 10/23/2019. The registrant(s) has (have) commenced to transact business under the fictitious business name or names listed above on N/A. NOTICE- This Fictitious Name Statement expires five years from the date it was filed in the office of the County Clerk. A new Fictitious Business Name Statement must be filed prior to that date. The filing of this statement does not of itself authorize the use in this state of a Fictitious Business Name in violation of the rights of another under Federal, State, or common law (See section 14411 et seq. Business and Professions Code) <box>169 1219 331 1368</box>
notice-publish-line: Publish: ES Mountain Views News <box>838 2157 931 2165</box>
notice-body: The following person(s) is (are) doing business as: J C PLUMBING, 11018 BENFIELD AVE, DOWNEY, CA 90241. Full name of registrant(s) is (are) ANDREW DE LEON, 11018 BENFIELD AVE, DOWNEY, CA 90241. This Business is conducted by: AN INDIVIDUAL. Signed; ANDREW DE LEON. This statement was filed with the County Clerk of Los Angeles County on 10/16/19. The registrant(s) has (have) commenced to transact business under the fictitious business name or names listed above on 10/2019. NOTICE- This Fictitious Name Statement expires five years from the date it was filed in the office of the County Clerk. A new Fictitious Business Name Statement must be filed prior to that date. The filing of this statement does not of itself authorize the use in this state of a Fictitious Business Name in violation of the rights of another under Federal, State, or common law (See section 14411 et seq. Business and Professions Code)Publish: Mountain Views News <box>503 1649 666 1790</box>
notice-publish-line: Dates Pub: OCT. 26, NOV 02, 09, 16, 2019 <box>336 2056 452 2064</box>
